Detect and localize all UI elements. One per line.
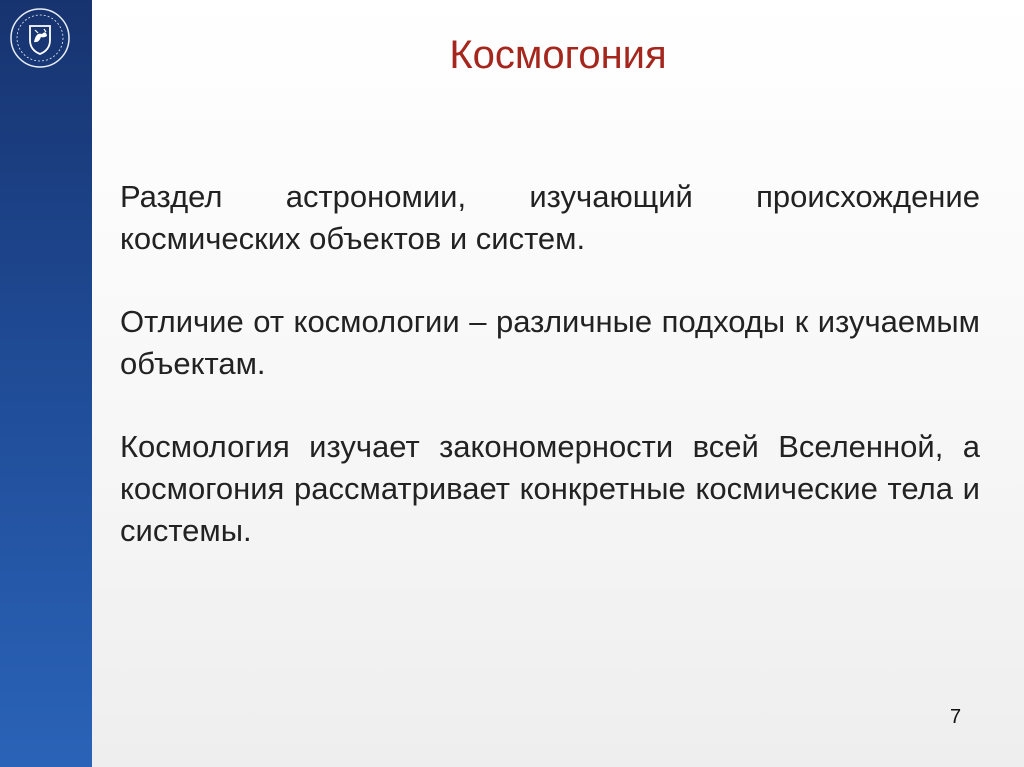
- slide-body: [120, 176, 980, 593]
- university-emblem-logo: [8, 6, 72, 70]
- slide-title: Космогония: [449, 33, 667, 77]
- page-number: 7: [950, 706, 962, 728]
- paragraph-definition: Раздел астрономии, изучающий происхождение космических объектов и систем.: [120, 179, 980, 256]
- paragraph-comparison: Космология изучает закономерности всей Вселенной, а космогония рассматривает конкретные космические тела и системы.: [120, 429, 980, 548]
- paragraph-difference: Отличие от космологии – различные подходы к изучаемым объектам.: [120, 304, 980, 381]
- sidebar-band: [0, 0, 92, 767]
